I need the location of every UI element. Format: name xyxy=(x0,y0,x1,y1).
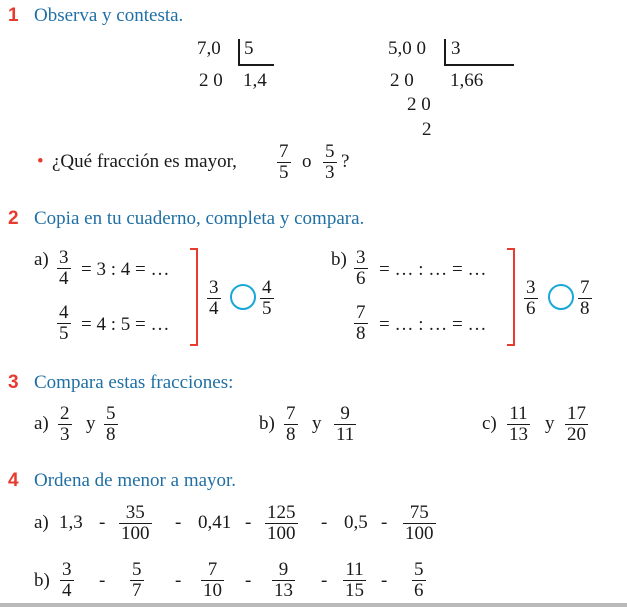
separator: - xyxy=(99,512,106,533)
numerator: 7 xyxy=(207,559,218,580)
exercise-3c-fraction-2 xyxy=(565,404,588,445)
exercise-3c-fraction-1 xyxy=(507,404,530,445)
denominator: 100 xyxy=(121,523,150,544)
denominator: 6 xyxy=(526,298,536,319)
numerator: 3 xyxy=(356,247,366,268)
numerator: 3 xyxy=(59,247,69,268)
division-2-vline xyxy=(444,39,446,64)
exercise-3-number: 3 xyxy=(8,372,19,393)
exercise-4b-fraction-5 xyxy=(343,560,366,601)
numerator: 125 xyxy=(267,502,296,523)
exercise-4a-fraction-2 xyxy=(265,503,298,544)
denominator: 20 xyxy=(567,424,586,445)
exercise-3a-fraction-1 xyxy=(58,404,72,445)
numerator: 5 xyxy=(325,141,335,162)
exercise-4b-fraction-1 xyxy=(60,560,74,601)
exercise-3-title: Compara estas fracciones: xyxy=(34,372,234,393)
exercise-2a-equation-1: = 3 : 4 = … xyxy=(81,259,170,280)
numerator: 7 xyxy=(279,141,289,162)
numerator: 3 xyxy=(209,277,219,298)
exercise-4a-fraction-3 xyxy=(403,503,436,544)
denominator: 5 xyxy=(279,162,289,183)
exercise-4-title: Ordena de menor a mayor. xyxy=(34,470,237,491)
numerator: 4 xyxy=(59,302,69,323)
exercise-2b-fraction-2 xyxy=(354,303,368,344)
exercise-3a-label: a) xyxy=(34,413,49,434)
question-fraction-1 xyxy=(277,142,291,183)
denominator: 4 xyxy=(209,298,219,319)
denominator: 10 xyxy=(203,580,222,601)
separator: - xyxy=(99,570,106,591)
exercise-4b-fraction-2 xyxy=(130,560,144,601)
denominator: 4 xyxy=(62,580,72,601)
exercise-3a-y: y xyxy=(86,413,96,434)
numerator: 5 xyxy=(106,403,116,424)
denominator: 8 xyxy=(106,424,116,445)
separator: - xyxy=(175,570,182,591)
question-fraction-2 xyxy=(323,142,337,183)
exercise-2-number: 2 xyxy=(8,208,19,229)
denominator: 100 xyxy=(405,523,434,544)
denominator: 5 xyxy=(262,298,272,319)
numerator: 11 xyxy=(509,403,528,424)
denominator: 7 xyxy=(132,580,142,601)
question-mark: ? xyxy=(341,151,350,172)
exercise-4a-value-3: 0,5 xyxy=(344,512,368,533)
question-or: o xyxy=(302,151,312,172)
separator: - xyxy=(245,512,252,533)
numerator: 7 xyxy=(356,302,366,323)
division-2-remainder-3: 2 xyxy=(422,119,432,140)
denominator: 8 xyxy=(286,424,296,445)
numerator: 2 xyxy=(60,403,70,424)
numerator: 7 xyxy=(286,403,296,424)
separator: - xyxy=(245,570,252,591)
division-2-hline xyxy=(444,64,514,66)
exercise-3b-label: b) xyxy=(259,413,275,434)
exercise-2b-compare-left xyxy=(524,278,538,319)
exercise-2b-equation-2: = … : … = … xyxy=(379,314,487,335)
exercise-1-title: Observa y contesta. xyxy=(34,5,184,26)
division-2-divisor: 3 xyxy=(451,38,461,59)
exercise-2a-label: a) xyxy=(34,249,49,270)
exercise-4-number: 4 xyxy=(8,470,19,491)
denominator: 11 xyxy=(336,424,355,445)
exercise-2b-compare-right xyxy=(578,278,592,319)
denominator: 8 xyxy=(580,298,590,319)
division-1-hline xyxy=(238,64,274,66)
exercise-4a-fraction-1 xyxy=(119,503,152,544)
exercise-3c-y: y xyxy=(545,413,555,434)
division-1-divisor: 5 xyxy=(244,38,254,59)
division-1-remainder: 2 0 xyxy=(199,70,223,91)
denominator: 6 xyxy=(414,580,424,601)
exercise-2-title: Copia en tu cuaderno, completa y compara. xyxy=(34,208,365,229)
exercise-3b-fraction-2 xyxy=(334,404,356,445)
numerator: 75 xyxy=(409,502,429,523)
exercise-4a-value-1: 1,3 xyxy=(59,512,83,533)
numerator: 4 xyxy=(262,277,272,298)
exercise-4a-label: a) xyxy=(34,512,49,533)
numerator: 3 xyxy=(526,277,536,298)
exercise-4b-fraction-4 xyxy=(272,560,295,601)
division-2-dividend: 5,0 0 xyxy=(388,38,426,59)
exercise-1-number: 1 xyxy=(8,5,19,26)
exercise-4b-fraction-6 xyxy=(412,560,426,601)
division-2-remainder-1: 2 0 xyxy=(390,70,414,91)
numerator: 11 xyxy=(345,559,364,580)
exercise-2a-compare-left xyxy=(207,278,221,319)
numerator: 17 xyxy=(567,403,586,424)
denominator: 5 xyxy=(59,323,69,344)
numerator: 7 xyxy=(580,277,590,298)
separator: - xyxy=(381,570,388,591)
numerator: 9 xyxy=(340,403,350,424)
division-2-remainder-2: 2 0 xyxy=(407,94,431,115)
bottom-rule xyxy=(0,603,627,607)
exercise-3a-fraction-2 xyxy=(104,404,118,445)
numerator: 5 xyxy=(132,559,142,580)
denominator: 100 xyxy=(267,523,296,544)
division-1-vline xyxy=(238,39,240,64)
exercise-2b-label: b) xyxy=(331,249,347,270)
exercise-3b-y: y xyxy=(312,413,322,434)
exercise-2a-equation-2: = 4 : 5 = … xyxy=(81,314,170,335)
numerator: 9 xyxy=(278,559,289,580)
exercise-4a-value-2: 0,41 xyxy=(198,512,232,533)
denominator: 3 xyxy=(60,424,70,445)
exercise-4b-fraction-3 xyxy=(201,560,224,601)
division-2-quotient: 1,66 xyxy=(450,70,484,91)
exercise-2b-equation-1: = … : … = … xyxy=(379,259,487,280)
numerator: 35 xyxy=(125,502,145,523)
exercise-3c-label: c) xyxy=(482,413,497,434)
denominator: 13 xyxy=(509,424,528,445)
question-text: ¿Qué fracción es mayor, xyxy=(52,151,237,172)
exercise-2b-bracket xyxy=(507,248,515,346)
exercise-2a-fraction-1 xyxy=(57,248,71,289)
denominator: 6 xyxy=(356,268,366,289)
separator: - xyxy=(321,570,328,591)
denominator: 15 xyxy=(345,580,364,601)
denominator: 13 xyxy=(274,580,293,601)
exercise-4b-label: b) xyxy=(34,570,50,591)
exercise-2a-bracket xyxy=(190,248,198,346)
exercise-2a-compare-right xyxy=(260,278,274,319)
exercise-2a-compare-circle[interactable] xyxy=(230,284,256,310)
separator: - xyxy=(381,512,388,533)
exercise-2b-fraction-1 xyxy=(354,248,368,289)
separator: - xyxy=(321,512,328,533)
division-1-quotient: 1,4 xyxy=(243,70,267,91)
denominator: 3 xyxy=(325,162,335,183)
exercise-3b-fraction-1 xyxy=(284,404,298,445)
exercise-2b-compare-circle[interactable] xyxy=(548,284,574,310)
separator: - xyxy=(175,512,182,533)
denominator: 4 xyxy=(59,268,69,289)
division-1-dividend: 7,0 xyxy=(197,38,221,59)
numerator: 5 xyxy=(414,559,424,580)
numerator: 3 xyxy=(62,559,72,580)
exercise-2a-fraction-2 xyxy=(57,303,71,344)
denominator: 8 xyxy=(356,323,366,344)
bullet-icon: • xyxy=(37,151,44,172)
